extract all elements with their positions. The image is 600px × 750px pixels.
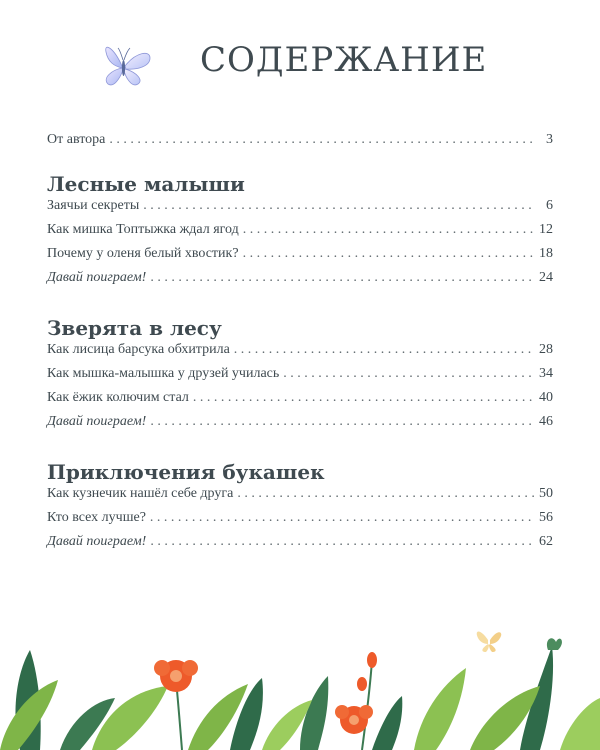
toc-entry-label: Как мишка Топтыжка ждал ягод	[47, 222, 239, 237]
toc-entry-label: От автора	[47, 132, 106, 147]
toc-entry-label: Почему у оленя белый хвостик?	[47, 246, 239, 261]
toc-entry-label: Как мышка-малышка у друзей училась	[47, 366, 280, 381]
toc-entry-page: 12	[539, 222, 553, 237]
dot-leader	[234, 342, 535, 358]
plants-illustration	[0, 620, 600, 750]
toc-entry[interactable]	[47, 222, 553, 246]
dot-leader	[143, 198, 535, 214]
toc-entry[interactable]	[47, 342, 553, 366]
toc-entry-label: Кто всех лучше?	[47, 510, 146, 525]
dot-leader	[243, 246, 535, 262]
toc-entry-page: 34	[539, 366, 553, 381]
dot-leader	[283, 366, 535, 382]
dot-leader	[109, 132, 535, 148]
toc-entry[interactable]	[47, 414, 553, 438]
butterfly-icon	[96, 38, 154, 92]
section-title: Лесные малыши	[47, 172, 245, 196]
section-title: Зверята в лесу	[47, 316, 222, 340]
toc-entry-label: Как лисица барсука обхитрила	[47, 342, 230, 357]
small-butterfly-icon	[477, 632, 502, 653]
dot-leader	[193, 390, 535, 406]
toc-entry-page: 6	[546, 198, 553, 213]
toc-entry[interactable]	[47, 198, 553, 222]
toc-entry-intro[interactable]	[47, 132, 553, 156]
page-title: СОДЕРЖАНИЕ	[200, 40, 488, 80]
dot-leader	[150, 534, 535, 550]
toc-entry-page: 28	[539, 342, 553, 357]
flower-icon	[335, 705, 373, 734]
toc-entry-label: Давай поиграем!	[47, 270, 147, 285]
toc-entry-label: Давай поиграем!	[47, 414, 147, 429]
toc-entry[interactable]	[47, 486, 553, 510]
bud-icon	[357, 652, 377, 691]
table-of-contents	[47, 132, 553, 558]
dot-leader	[243, 222, 535, 238]
toc-entry[interactable]	[47, 534, 553, 558]
toc-entry[interactable]	[47, 510, 553, 534]
toc-entry-label: Давай поиграем!	[47, 534, 147, 549]
toc-entry[interactable]	[47, 390, 553, 414]
toc-entry-page: 50	[539, 486, 553, 501]
toc-entry[interactable]	[47, 246, 553, 270]
toc-entry-page: 62	[539, 534, 553, 549]
toc-entry-page: 3	[546, 132, 553, 147]
toc-entry[interactable]	[47, 270, 553, 294]
dot-leader	[150, 414, 535, 430]
dot-leader	[150, 270, 535, 286]
toc-entry-page: 56	[539, 510, 553, 525]
toc-entry-page: 40	[539, 390, 553, 405]
toc-entry[interactable]	[47, 366, 553, 390]
toc-entry-label: Заячьи секреты	[47, 198, 140, 213]
section-title: Приключения букашек	[47, 460, 325, 484]
toc-entry-page: 24	[539, 270, 553, 285]
toc-entry-page: 18	[539, 246, 553, 261]
toc-entry-label: Как ёжик колючим стал	[47, 390, 189, 405]
toc-entry-label: Как кузнечик нашёл себе друга	[47, 486, 234, 501]
dot-leader	[237, 486, 535, 502]
toc-entry-page: 46	[539, 414, 553, 429]
dot-leader	[150, 510, 535, 526]
